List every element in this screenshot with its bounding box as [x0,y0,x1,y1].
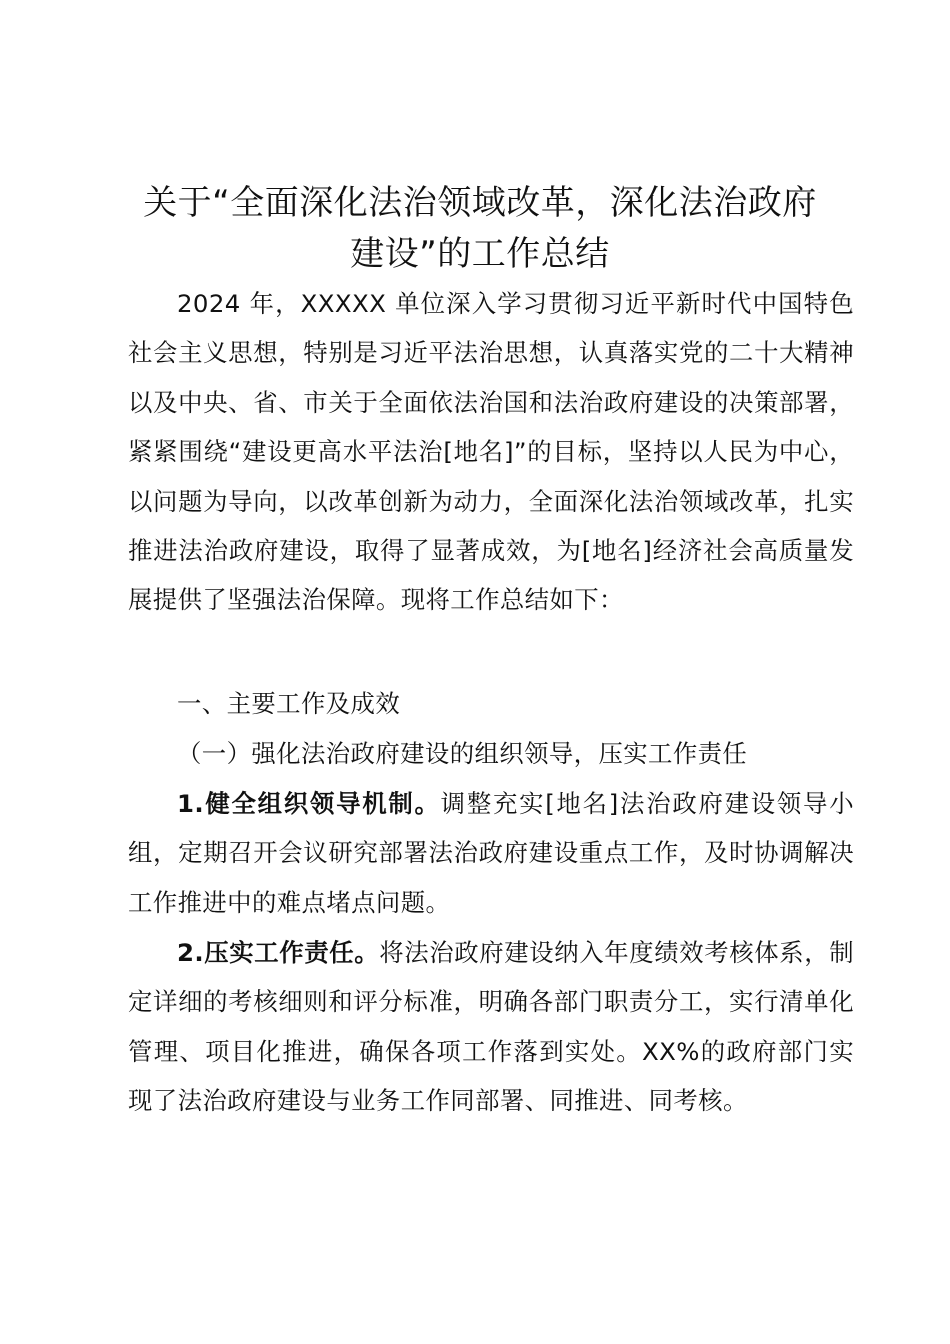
item-1-heading: 1.健全组织领导机制。 [177,789,441,818]
item-1-paragraph [128,779,854,927]
title-line-2: 建设”的工作总结 [350,234,610,274]
document-title [110,178,850,280]
subsection-1-heading: （一）强化法治政府建设的组织领导，压实工作责任 [177,739,748,768]
title-line-1: 关于“全面深化法治领域改革，深化法治政府 [143,183,817,223]
subsection-heading [128,729,854,778]
item-2-paragraph [128,928,854,1126]
item-1-text: 调整充实[地名]法治政府建设领导小组，定期召开会议研究部署法治政府建设重点工作，及时协调解决工作推进中的难点堵点问题。 [128,789,854,917]
intro-paragraph [128,279,854,625]
item-2-text: 将法治政府建设纳入年度绩效考核体系，制定详细的考核细则和评分标准，明确各部门职责分工，实行清单化管理、项目化推进，确保各项工作落到实处。XX%的政府部门实现了法治政府建设与业务工作同部署、同推进、同考核。 [128,938,854,1116]
item-2-heading: 2.压实工作责任。 [177,938,380,967]
section-heading [128,679,854,728]
section-1-heading: 一、主要工作及成效 [177,689,401,718]
intro-text: 2024 年，XXXXX 单位深入学习贯彻习近平新时代中国特色社会主义思想，特别是习近平法治思想，认真落实党的二十大精神以及中央、省、市关于全面依法治国和法治政府建设的决策部署，紧紧围绕“建设更高水平法治[地名]”的目标，坚持以人民为中心，以问题为导向，以改革创新为动力，全面深化法治领域改革，扎实推进法治政府建设，取得了显著成效，为[地名]经济社会高质量发展提供了坚强法治保障。现将工作总结如下： [128,289,854,615]
